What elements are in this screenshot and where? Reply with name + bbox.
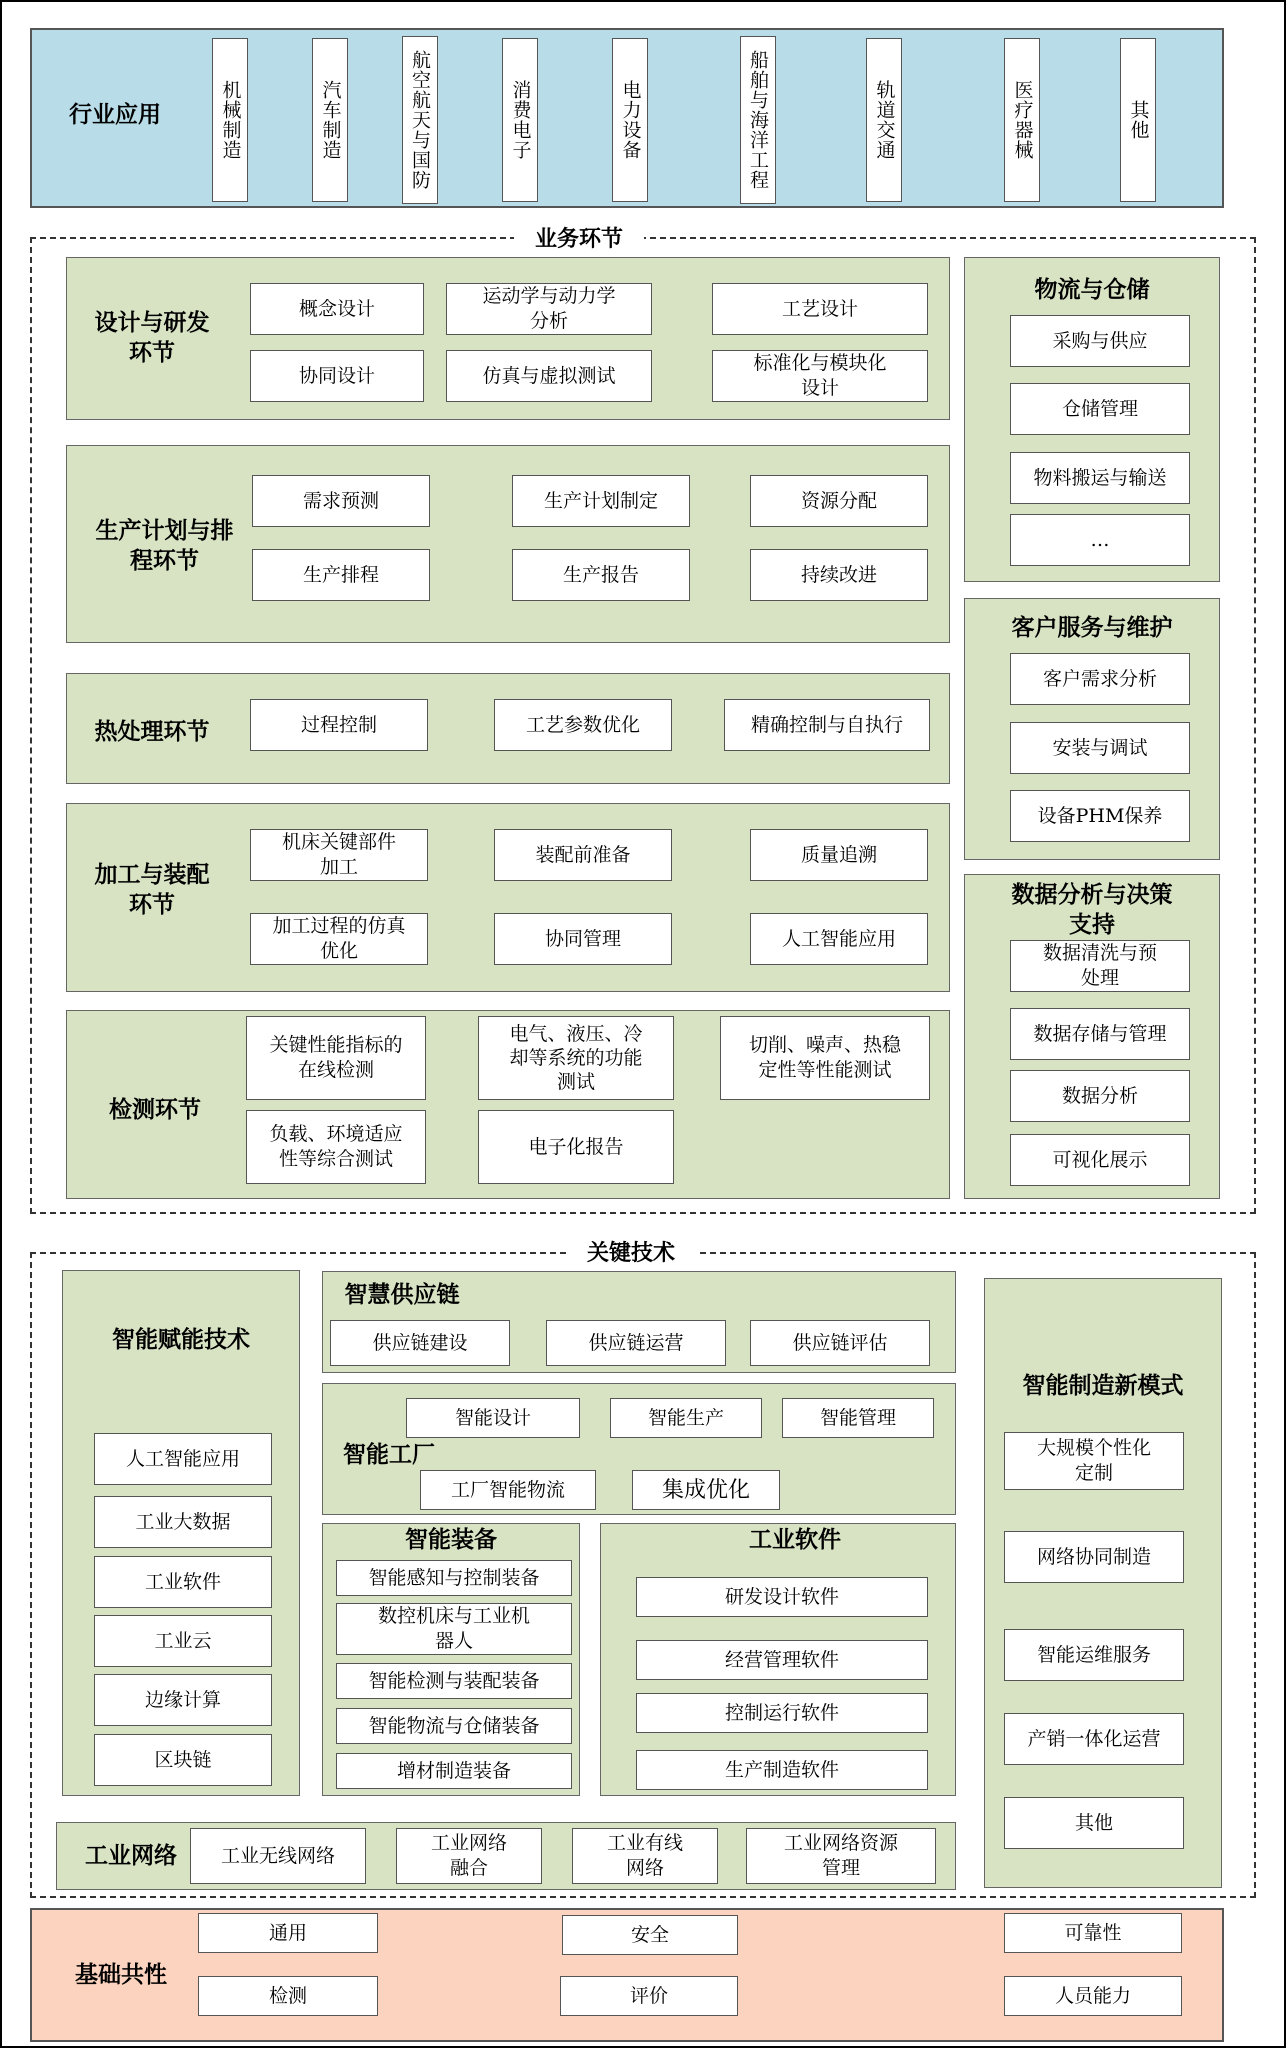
equipment-item: 数控机床与工业机 器人 bbox=[336, 1603, 572, 1655]
equipment-item: 增材制造装备 bbox=[336, 1753, 572, 1789]
equipment-item: 智能物流与仓储装备 bbox=[336, 1708, 572, 1744]
design-item: 标准化与模块化 设计 bbox=[712, 350, 928, 402]
heat-item: 工艺参数优化 bbox=[494, 699, 672, 751]
heat-item: 过程控制 bbox=[250, 699, 428, 751]
industry-item: 其他 bbox=[1120, 38, 1156, 202]
machining-item: 人工智能应用 bbox=[750, 913, 928, 965]
supply-item: 供应链建设 bbox=[330, 1320, 510, 1366]
machining-label: 加工与装配 环节 bbox=[94, 861, 210, 918]
design-item: 运动学与动力学 分析 bbox=[446, 283, 652, 335]
service-item: 安装与调试 bbox=[1010, 722, 1190, 774]
logistics-item: … bbox=[1010, 514, 1190, 566]
planning-item: 资源分配 bbox=[750, 475, 928, 527]
industry-item: 汽车制造 bbox=[312, 38, 348, 202]
inspection-label: 检测环节 bbox=[109, 1096, 201, 1123]
machining-item: 装配前准备 bbox=[494, 829, 672, 881]
heat-label: 热处理环节 bbox=[94, 718, 210, 745]
analytics-item: 数据存储与管理 bbox=[1010, 1008, 1190, 1060]
design-item: 工艺设计 bbox=[712, 283, 928, 335]
industry-item: 医疗器械 bbox=[1004, 38, 1040, 202]
software-label: 工业软件 bbox=[749, 1526, 841, 1553]
planning-item: 生产排程 bbox=[252, 549, 430, 601]
industry-item: 消费电子 bbox=[502, 38, 538, 202]
factory-item: 集成优化 bbox=[632, 1470, 780, 1510]
service-item: 设备PHM保养 bbox=[1010, 790, 1190, 842]
machining-item: 机床关键部件 加工 bbox=[250, 829, 428, 881]
industry-item: 船舶与海洋工程 bbox=[740, 36, 776, 204]
industry-label: 行业应用 bbox=[69, 101, 161, 128]
logistics-item: 采购与供应 bbox=[1010, 315, 1190, 367]
inspection-item: 关键性能指标的 在线检测 bbox=[246, 1016, 426, 1100]
network-item: 工业无线网络 bbox=[190, 1828, 366, 1884]
supply-item: 供应链运营 bbox=[546, 1320, 726, 1366]
machining-item: 协同管理 bbox=[494, 913, 672, 965]
enabling-item: 工业软件 bbox=[94, 1556, 272, 1608]
industry-item: 轨道交通 bbox=[866, 38, 902, 202]
design-item: 概念设计 bbox=[250, 283, 424, 335]
newmode-label: 智能制造新模式 bbox=[1022, 1372, 1184, 1399]
analytics-item: 数据清洗与预 处理 bbox=[1010, 940, 1190, 992]
foundation-item: 通用 bbox=[198, 1913, 378, 1953]
enabling-item: 人工智能应用 bbox=[94, 1433, 272, 1485]
newmode-item: 智能运维服务 bbox=[1004, 1629, 1184, 1681]
equipment-item: 智能感知与控制装备 bbox=[336, 1560, 572, 1596]
design-item: 协同设计 bbox=[250, 350, 424, 402]
foundation-item: 可靠性 bbox=[1004, 1913, 1182, 1953]
industry-item: 机械制造 bbox=[212, 38, 248, 202]
analytics-item: 数据分析 bbox=[1010, 1070, 1190, 1122]
machining-item: 质量追溯 bbox=[750, 829, 928, 881]
design-label: 设计与研发 环节 bbox=[94, 309, 210, 366]
supply-label: 智慧供应链 bbox=[344, 1281, 460, 1308]
newmode-item: 产销一体化运营 bbox=[1004, 1713, 1184, 1765]
tech-title: 关键技术 bbox=[566, 1234, 696, 1268]
enabling-label: 智能赋能技术 bbox=[112, 1326, 250, 1353]
planning-item: 持续改进 bbox=[750, 549, 928, 601]
software-item: 研发设计软件 bbox=[636, 1577, 928, 1617]
software-item: 经营管理软件 bbox=[636, 1640, 928, 1680]
factory-label: 智能工厂 bbox=[343, 1441, 435, 1468]
foundation-item: 安全 bbox=[562, 1915, 738, 1955]
logistics-label: 物流与仓储 bbox=[1034, 276, 1150, 303]
planning-item: 生产计划制定 bbox=[512, 475, 690, 527]
newmode-item: 网络协同制造 bbox=[1004, 1531, 1184, 1583]
machining-item: 加工过程的仿真 优化 bbox=[250, 913, 428, 965]
equipment-label: 智能装备 bbox=[405, 1526, 497, 1553]
planning-label: 生产计划与排 程环节 bbox=[95, 517, 234, 574]
network-label: 工业网络 bbox=[85, 1842, 177, 1869]
service-label: 客户服务与维护 bbox=[1011, 614, 1173, 641]
network-item: 工业网络资源 管理 bbox=[746, 1828, 936, 1884]
equipment-item: 智能检测与装配装备 bbox=[336, 1663, 572, 1699]
network-item: 工业网络 融合 bbox=[396, 1828, 542, 1884]
software-item: 控制运行软件 bbox=[636, 1693, 928, 1733]
inspection-item: 电气、液压、冷 却等系统的功能 测试 bbox=[478, 1016, 674, 1100]
newmode-item: 大规模个性化 定制 bbox=[1004, 1432, 1184, 1490]
industry-item: 电力设备 bbox=[612, 38, 648, 202]
enabling-item: 工业大数据 bbox=[94, 1496, 272, 1548]
heat-item: 精确控制与自执行 bbox=[724, 699, 930, 751]
analytics-label: 数据分析与决策 支持 bbox=[1011, 881, 1173, 938]
inspection-item: 负载、环境适应 性等综合测试 bbox=[246, 1110, 426, 1184]
enabling-item: 边缘计算 bbox=[94, 1674, 272, 1726]
industry-item: 航空航天与国防 bbox=[402, 36, 438, 204]
planning-item: 需求预测 bbox=[252, 475, 430, 527]
logistics-item: 仓储管理 bbox=[1010, 383, 1190, 435]
foundation-item: 人员能力 bbox=[1004, 1976, 1182, 2016]
enabling-item: 区块链 bbox=[94, 1734, 272, 1786]
foundation-item: 评价 bbox=[560, 1976, 738, 2016]
factory-item: 智能管理 bbox=[782, 1398, 934, 1438]
inspection-item: 切削、噪声、热稳 定性等性能测试 bbox=[720, 1016, 930, 1100]
foundation-label: 基础共性 bbox=[75, 1961, 167, 1988]
newmode-item: 其他 bbox=[1004, 1797, 1184, 1849]
network-item: 工业有线 网络 bbox=[572, 1828, 718, 1884]
service-item: 客户需求分析 bbox=[1010, 653, 1190, 705]
analytics-item: 可视化展示 bbox=[1010, 1134, 1190, 1186]
design-item: 仿真与虚拟测试 bbox=[446, 350, 652, 402]
factory-item: 工厂智能物流 bbox=[420, 1470, 596, 1510]
planning-item: 生产报告 bbox=[512, 549, 690, 601]
factory-item: 智能设计 bbox=[406, 1398, 580, 1438]
factory-item: 智能生产 bbox=[610, 1398, 762, 1438]
business-title: 业务环节 bbox=[514, 220, 644, 254]
foundation-item: 检测 bbox=[198, 1976, 378, 2016]
logistics-item: 物料搬运与输送 bbox=[1010, 452, 1190, 504]
software-item: 生产制造软件 bbox=[636, 1750, 928, 1790]
supply-item: 供应链评估 bbox=[750, 1320, 930, 1366]
inspection-item: 电子化报告 bbox=[478, 1110, 674, 1184]
enabling-item: 工业云 bbox=[94, 1615, 272, 1667]
